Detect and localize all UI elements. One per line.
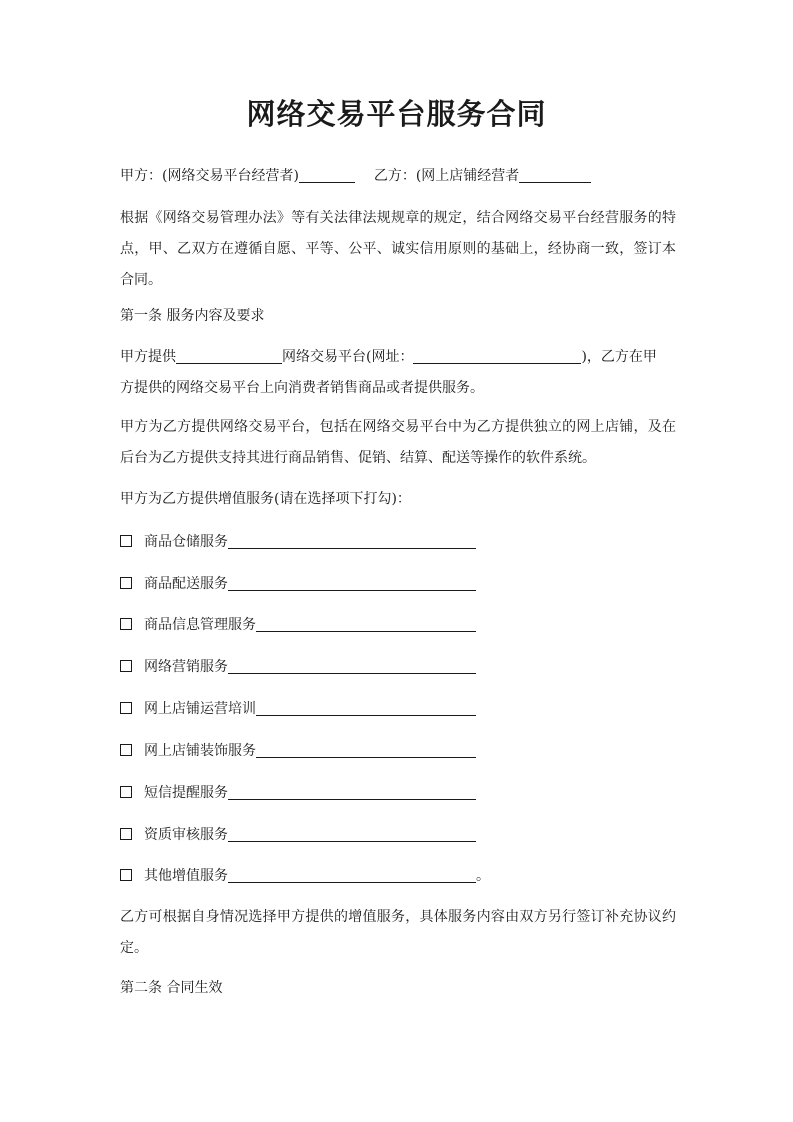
service-item [120,658,476,676]
platform-name-blank[interactable] [176,349,282,364]
website-blank[interactable] [413,349,581,364]
service-checkbox[interactable] [120,828,132,840]
p1-line2: 方提供的网络交易平台上向消费者销售商品或者提供服务。 [120,380,484,396]
party-b-blank[interactable] [519,168,591,183]
article-1-paragraph-3: 甲方为乙方提供增值服务(请在选择项下打勾)： [120,491,411,507]
services-end-mark: 。 [476,868,490,884]
service-label: 网络营销服务 [144,659,228,675]
service-item [120,533,476,551]
service-label: 商品配送服务 [144,576,228,592]
service-checkbox[interactable] [120,869,132,881]
service-checkbox[interactable] [120,660,132,672]
p1-prefix: 甲方提供 [120,349,176,365]
service-label: 商品信息管理服务 [144,617,256,633]
service-label: 资质审核服务 [144,827,228,843]
service-item [120,616,476,634]
service-blank[interactable] [228,827,476,842]
service-blank[interactable] [228,534,476,549]
service-checkbox[interactable] [120,577,132,589]
article-2-heading: 第二条 合同生效 [120,980,223,996]
service-item [120,700,476,718]
service-label: 网上店铺运营培训 [144,701,256,717]
service-item [120,826,476,844]
service-item [120,867,490,885]
article-1-heading: 第一条 服务内容及要求 [120,308,265,324]
service-label: 其他增值服务 [144,868,228,884]
parties-line [120,167,591,185]
service-blank[interactable] [228,868,476,883]
service-label: 商品仓储服务 [144,534,228,550]
service-checkbox[interactable] [120,618,132,630]
service-item [120,784,476,802]
service-label: 网上店铺装饰服务 [144,743,256,759]
party-b-label: 乙方：(网上店铺经营者 [373,168,520,184]
service-item [120,742,476,760]
party-a-label: 甲方：(网络交易平台经营者) [120,168,299,184]
party-a-blank[interactable] [299,168,355,183]
service-checkbox[interactable] [120,744,132,756]
p1-suffix: )，乙方在甲 [581,349,657,365]
service-blank[interactable] [228,659,476,674]
service-blank[interactable] [228,576,476,591]
intro-paragraph: 根据《网络交易管理办法》等有关法律法规规章的规定，结合网络交易平台经营服务的特点，甲、乙双方在遵循自愿、平等、公平、诚实信用原则的基础上，经协商一致，签订本合同。 [120,210,676,288]
p1-mid: 网络交易平台(网址： [282,349,414,365]
service-checkbox[interactable] [120,702,132,714]
document-title: 网络交易平台服务合同 [246,97,547,131]
service-checkbox[interactable] [120,786,132,798]
service-item [120,575,476,593]
service-blank[interactable] [256,617,476,632]
service-blank[interactable] [228,785,476,800]
article-1-paragraph-4: 乙方可根据自身情况选择甲方提供的增值服务，具体服务内容由双方另行签订补充协议约定。 [120,909,676,956]
service-blank[interactable] [256,743,476,758]
service-blank[interactable] [256,701,476,716]
service-label: 短信提醒服务 [144,785,228,801]
service-checkbox[interactable] [120,535,132,547]
article-1-paragraph-2: 甲方为乙方提供网络交易平台，包括在网络交易平台中为乙方提供独立的网上店铺，及在后台为乙方提供支持其进行商品销售、促销、结算、配送等操作的软件系统。 [120,419,676,466]
article-1-paragraph-1 [120,342,676,404]
